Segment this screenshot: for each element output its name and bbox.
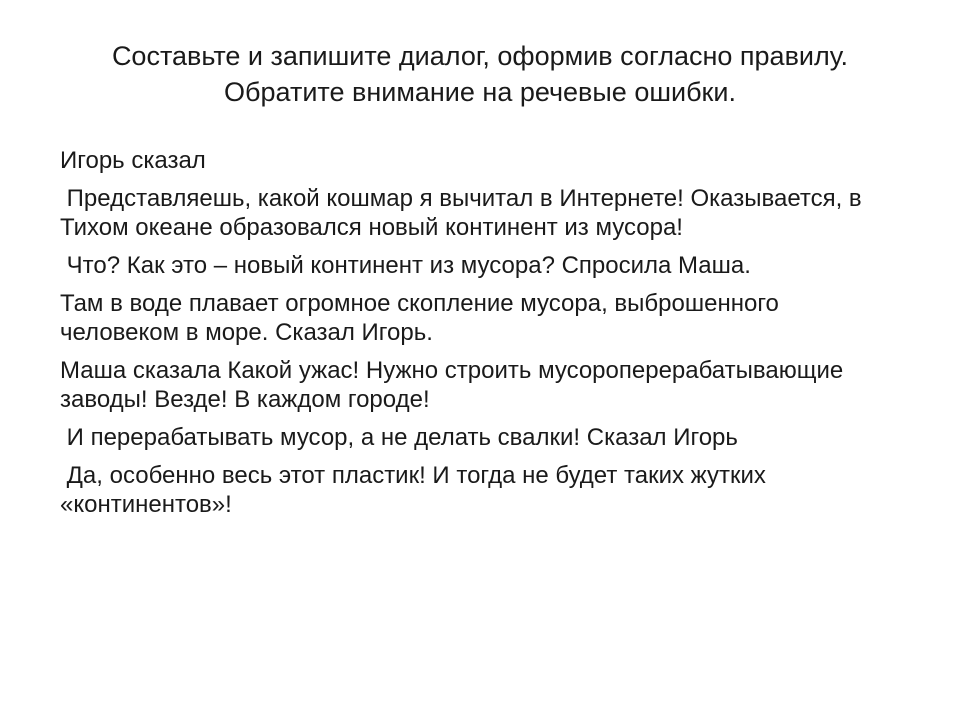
dialog-paragraph-5: Маша сказала Какой ужас! Нужно строить мусороперерабатывающие заводы! Везде! В каждом городе! [60,357,850,413]
title-line-2: Обратите внимание на речевые ошибки. [224,77,736,107]
dialog-text [60,146,890,528]
dialog-paragraph-1: Игорь сказал [60,147,206,174]
dialog-paragraph-2: Представляешь, какой кошмар я вычитал в Интернете! Оказывается, в Тихом океане образовался новый континент из мусора! [60,185,869,241]
dialog-paragraph-3: Что? Как это – новый континент из мусора? Спросила Маша. [60,252,751,279]
dialog-paragraph-4: Там в воде плавает огромное скопление мусора, выброшенного человеком в море. Сказал Игорь. [60,290,786,346]
dialog-paragraph-7: Да, особенно весь этот пластик! И тогда не будет таких жутких «континентов»! [60,462,773,518]
dialog-paragraph-6: И перерабатывать мусор, а не делать свалки! Сказал Игорь [60,424,738,451]
title-line-1: Составьте и запишите диалог, оформив согласно правилу. [111,41,849,71]
slide-title [40,38,920,110]
